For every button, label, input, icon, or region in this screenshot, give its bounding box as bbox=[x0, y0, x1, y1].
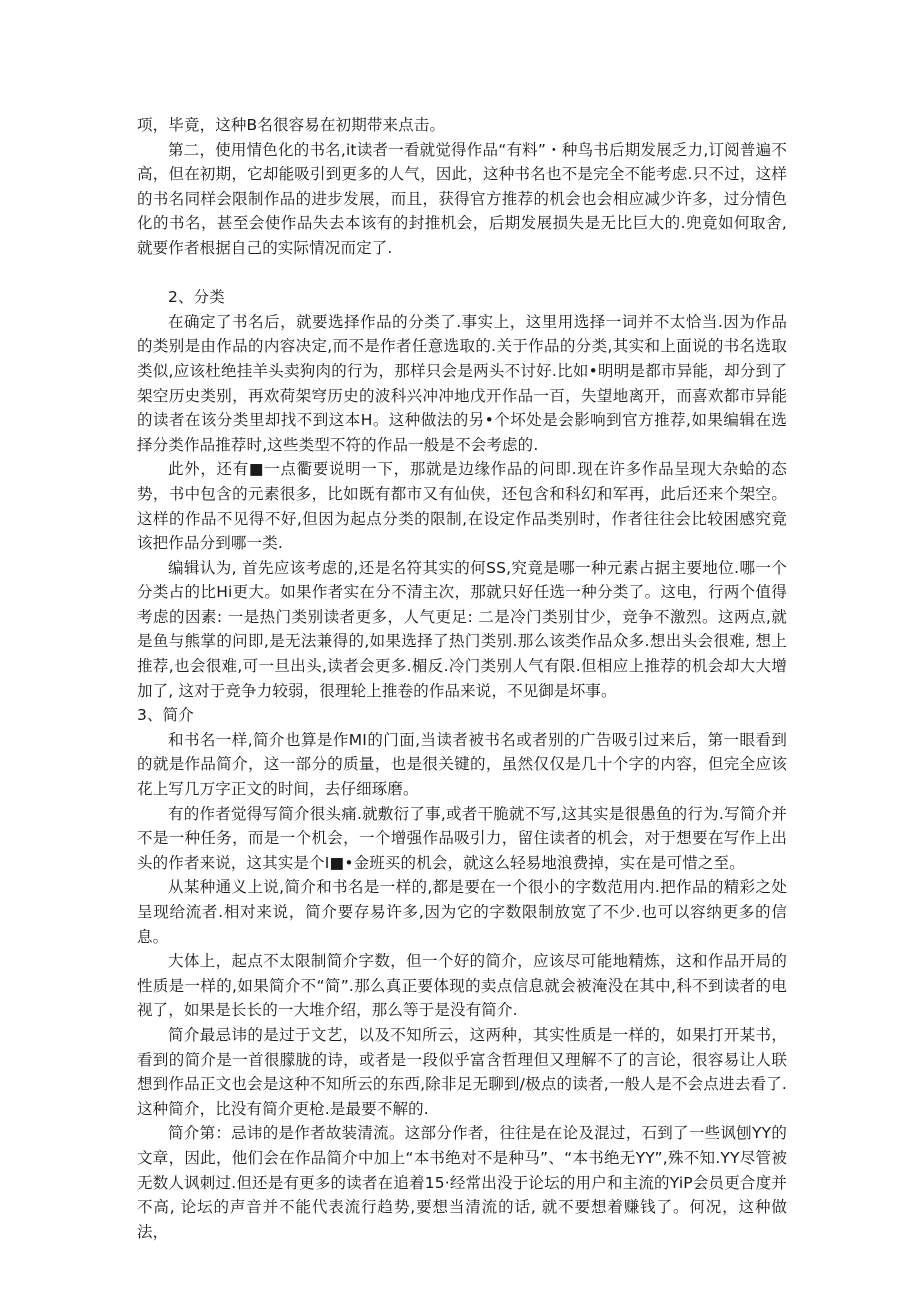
document-body bbox=[137, 113, 787, 1244]
paragraph-spacer bbox=[137, 261, 787, 286]
paragraph-erotic-titles: 第二，使用情色化的书名,it读者一看就觉得作品“有料”・种鸟书后期发展乏力,订阅普遍不高，但在初期，它却能吸引到更多的人气，因此，这种书名也不是完全不能考虑.只不过，这样的书名同样会限制作品的进步发展，而且，获得官方推荐的机会也会相应减少许多，过分情色化的书名，甚至会使作品失去本该有的封推机会，后期发展损失是无比巨大的.兜竟如何取舍,就要作者根据自己的实际情况而定了. bbox=[137, 140, 787, 257]
section-heading-classification: 2、分类 bbox=[168, 288, 225, 307]
paragraph-edge-works: 此外，还有■一点衢要说明一下，那就是边缘作品的问即.现在许多作品呈现大杂蛤的态势，书中包含的元素很多，比如既有都市又有仙侠，还包含和科幻和军再，此后还来个架空。这样的作品不见得不好,但因为起点分类的限制,在设定作品类别时，作者往往会比较困感究竟该把作品分到哪一类. bbox=[137, 460, 787, 553]
paragraph-synopsis-taboo-one: 简介最忌讳的是过于文艺，以及不知所云，这两种，其实性质是一样的，如果打开某书，看到的简介是一首很朦胧的诗，或者是一段似乎富含哲理但又理解不了的言论，很容易让人联想到作品正文也会是这种不知所云的东西,除非足无聊到/极点的读者,一般人是不会点进去看了.这种简介，比没有简介更枪.是最要不解的. bbox=[137, 1025, 787, 1118]
paragraph-synopsis-concise: 大体上，起点不太限制简介字数，但一个好的简介，应该尽可能地精炼，这和作品开局的性质是一样的,如果简介不“简”.那么真正要体现的卖点信息就会被淹没在其中,科不到读者的电视了，如果是长长的一大堆介绍，那么等于是没有简介. bbox=[137, 952, 787, 1020]
paragraph-synopsis-vs-title: 从某种通义上说,简介和书名是一样的,都是要在一个很小的字数范用内.把作品的精彩之处呈现给流者.相对来说，简介要存易许多,因为它的字数限制放宽了不少.也可以容纳更多的信息。 bbox=[137, 878, 787, 946]
section-heading-synopsis: 3、简介 bbox=[137, 706, 194, 725]
paragraph-synopsis-opportunity: 有的作者觉得写简介很头痛.就敷衍了事,或者干脆就不写,这其实是很愚鱼的行为.写简介并不是一种任务，而是一个机会，一个增强作品吸引力，留住读者的机会，对于想要在写作上出头的作者来说，这其实是个I■•金班买的机会，就这么轻易地浪费掉，实在是可惜之至。 bbox=[137, 804, 787, 872]
paragraph-choose-category: 在确定了书名后，就要选择作品的分类了.事实上，这里用选择一词并不太恰当.因为作品的类别是由作品的内容决定,而不是作者任意选取的.关于作品的分类,其实和上面说的书名选取类似,应该杜绝挂羊头卖狗肉的行为，那样只会是两头不讨好.比如•明明是都市异能，却分到了架空历史类别，再欢荷架穹历史的波科兴冲冲地戊开作品一百，失望地离开，而喜欢都市异能的读者在该分类里却找不到这本H。这种做法的另•个坏处是会影响到官方推荐,如果编辑在选择分类作品推荐时,这些类型不符的作品一般是不会考虑的. bbox=[137, 312, 787, 454]
paragraph-synopsis-taboo-two: 简介第：忌讳的是作者故装清流。这部分作者，往往是在论及混过，石到了一些讽刨YY的文章，因此，他们会在作品简介中加上“本书绝对不是种马”、“本书绝无YY”,殊不知.YY尽管被无数人讽刺过.但还是有更多的读者在追着15·经常出没于论坛的用户和主流的YiP会员更合度并不高, 论坛的声音并不能代表流行趋势,要想当清流的话, 就不要想着赚钱了。何况，这种做法， bbox=[137, 1124, 787, 1241]
paragraph-synopsis-facade: 和书名一样,简介也算是作MI的门面,当读者被书名或者别的广告吸引过来后，第一眼看到的就是作品简介，这一部分的质量，也是很关键的，虽然仅仅是几十个字的内容，但完全应该花上写几万字正文的时间，去仔细琢磨。 bbox=[137, 730, 787, 799]
paragraph-intro-fragment: 项，毕竟，这种B名很容易在初期带来点击。 bbox=[137, 116, 446, 134]
paragraph-editor-advice: 编辑认为, 首先应该考虑的,还是名符其实的何SS,究竟是哪一种元素占据主要地位.哪一个分类占的比Hi更大。如果作者实在分不清主次，那就只好任选一种分类了。这电，行两个值得考虑的因素: 一是热门类别读者更多，人气更足: 二是冷门类别甘少，竞争不激烈。这两点,就是鱼与熊掌的问即,是无法兼得的,如果选择了热门类别.那么该类作品众多.想出头会很难, 想上推荐,也会很难,可一旦出头,读者会更多.楣反.冷门类别人气有限.但相应上推荐的机会却大大增加了, 这对于竞争力较弱，很理轮上推卷的作品来说，不见御是坏事。 bbox=[137, 558, 787, 700]
